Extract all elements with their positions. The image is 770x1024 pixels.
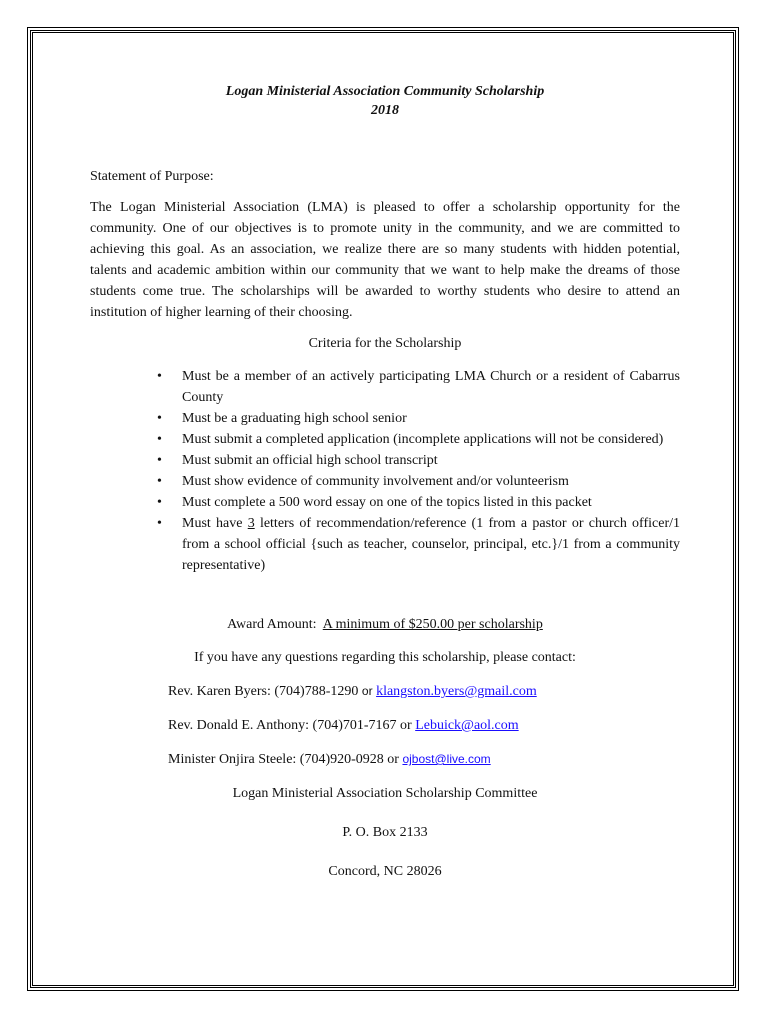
email-link[interactable]: Lebuick@aol.com <box>415 718 519 733</box>
contact-intro: If you have any questions regarding this scholarship, please contact: <box>194 650 576 665</box>
criteria-item: • Must show evidence of community involvement and/or volunteerism <box>182 471 680 492</box>
criteria-heading: Criteria for the Scholarship <box>308 336 462 351</box>
city-state-zip: Concord, NC 28026 <box>328 864 442 879</box>
po-box: P. O. Box 2133 <box>342 825 428 840</box>
award-amount: A minimum of $250.00 per scholarship <box>322 617 543 632</box>
statement-label: Statement of Purpose: <box>90 169 214 184</box>
email-link[interactable]: klangston.byers@gmail.com <box>376 684 537 699</box>
criteria-item: • Must submit an official high school transcript <box>182 450 680 471</box>
criteria-item: • Must have 3 letters of recommendation/reference (1 from a pastor or church officer/1 from a school official {such as teacher, counselor, principal, etc.}/1 from a community representative) <box>182 513 680 576</box>
bullet-icon: • <box>157 495 162 510</box>
title-line-2: 2018 <box>371 103 399 118</box>
document-body <box>90 82 680 882</box>
email-link[interactable]: ojbost@live.com <box>402 752 491 766</box>
contact-line <box>90 681 680 702</box>
bullet-icon: • <box>157 411 162 426</box>
criteria-item: • Must submit a completed application (incomplete applications will not be considered) <box>182 429 680 450</box>
contact-name-phone: Rev. Donald E. Anthony: (704)701-7167 <box>168 718 397 733</box>
letters-count: 3 <box>247 516 255 531</box>
award-line <box>90 614 680 635</box>
contact-line <box>90 715 680 736</box>
criteria-item: • Must be a graduating high school senior <box>182 408 680 429</box>
criteria-list <box>90 366 680 576</box>
criteria-item: • Must complete a 500 word essay on one of the topics listed in this packet <box>182 492 680 513</box>
purpose-paragraph: The Logan Ministerial Association (LMA) is pleased to offer a scholarship opportunity for the community. One of our objectives is to promote unity in the community, and we are committed to achieving this goal. As an association, we realize there are so many students with hidden potential, talents and academic ambition within our community that we want to help make the dreams of those students come true. The scholarships will be awarded to worthy students who desire to attend an institution of higher learning of their choosing. <box>90 200 680 320</box>
bullet-icon: • <box>157 516 162 531</box>
contact-line <box>90 749 680 770</box>
contact-or: or <box>387 752 399 767</box>
contact-or: or <box>400 718 412 733</box>
committee-name: Logan Ministerial Association Scholarship Committee <box>232 786 538 801</box>
contact-name-phone: Minister Onjira Steele: (704)920-0928 <box>168 752 384 767</box>
contact-name-phone: Rev. Karen Byers: (704)788-1290 <box>168 684 359 699</box>
criteria-item: • Must be a member of an actively participating LMA Church or a resident of Cabarrus County <box>182 366 680 408</box>
document-title <box>90 82 680 120</box>
bullet-icon: • <box>157 453 162 468</box>
bullet-icon: • <box>157 474 162 489</box>
contact-or: or <box>361 684 373 698</box>
bullet-icon: • <box>157 369 162 384</box>
title-line-1: Logan Ministerial Association Community Scholarship <box>225 84 545 99</box>
bullet-icon: • <box>157 432 162 447</box>
award-label: Award Amount: <box>227 617 317 632</box>
